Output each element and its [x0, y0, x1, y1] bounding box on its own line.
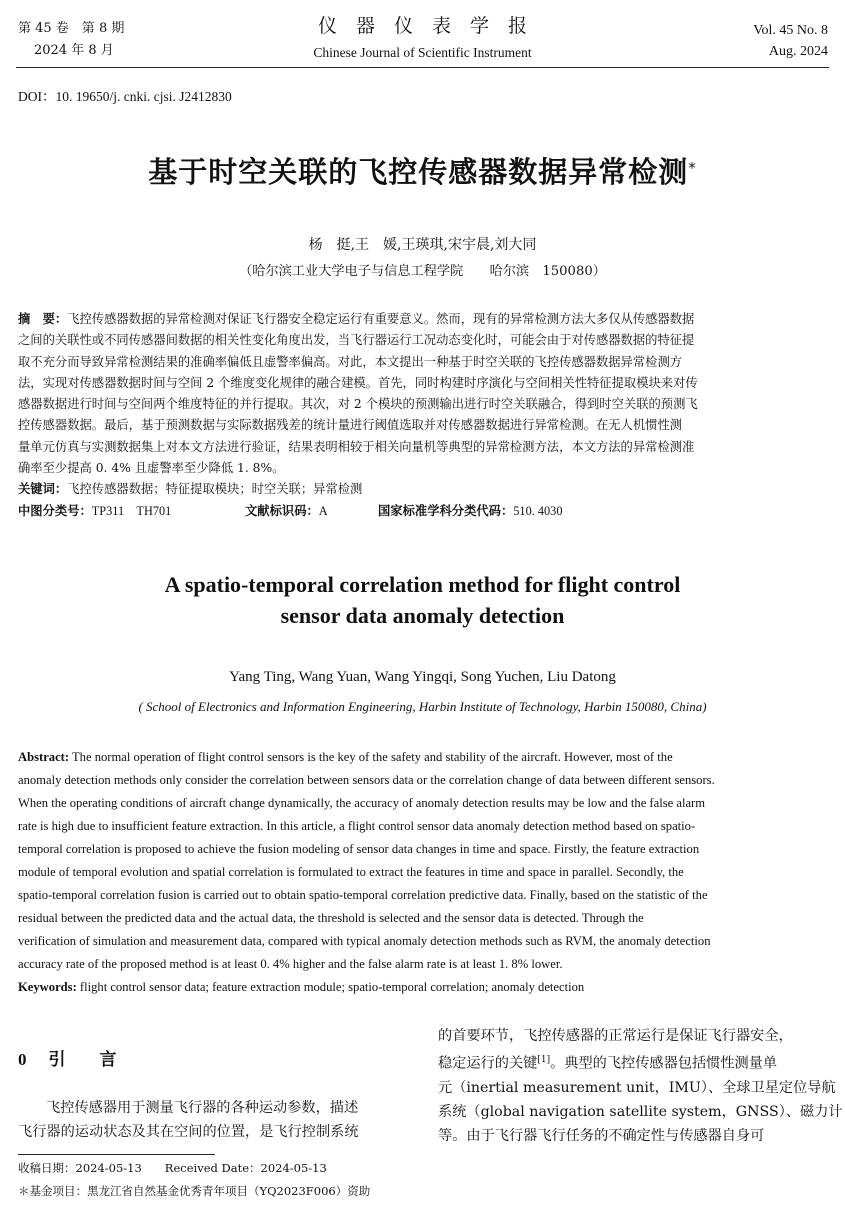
abstract-cn-line: 之间的关联性或不同传感器间数据的相关性变化角度出发，当飞行器运行工况动态变化时，可能会由于对传感器数据的特征提	[18, 333, 695, 348]
doi: DOI：10. 19650/j. cnki. cjsi. J2412830	[18, 89, 232, 104]
abstract-en-line: rate is high due to insufficient feature extraction. In this article, a flight control sensor data anomaly detection method based on spatio-	[18, 819, 696, 833]
authors-cn: 杨 挺,王 媛,王瑛琪,宋宇晨,刘大同	[308, 237, 537, 253]
abstract-en-line: verification of simulation and measurement data, compared with typical anomaly detection methods such as RVM, the anomaly detection	[18, 934, 711, 948]
body-line: 元（inertial measurement unit，IMU）、全球卫星定位导航	[438, 1079, 836, 1096]
abstract-cn-line: 确率至少提高 0. 4% 且虚警率至少降低 1. 8%。	[18, 461, 285, 476]
paper-title-cn	[0, 152, 845, 192]
abstract-en-line: spatio-temporal correlation fusion is carried out to obtain spatio-temporal correlation predictive data. Finally, based on the statistic of the	[18, 888, 708, 902]
abstract-cn-label: 摘 要：	[18, 312, 68, 326]
clc-label: 中图分类号：	[18, 503, 92, 518]
doc-code-label: 文献标识码：	[245, 503, 319, 518]
doc-code-value: A	[318, 503, 328, 518]
paper-title-en-line2: sensor data anomaly detection	[280, 603, 565, 628]
abstract-cn-line: 法，实现对传感器数据时间与空间 2 个维度变化规律的融合建模。首先，同时构建时序演化与空间相关性特征提取模块来对传	[18, 375, 698, 390]
body-line: 等。由于飞行器飞行任务的不确定性与传感器自身可	[438, 1127, 765, 1144]
abstract-en-line: accuracy rate of the proposed method is at least 0. 4% higher and the false alarm rate is at least 1. 8% lower.	[18, 957, 563, 971]
right-column	[438, 1024, 843, 1148]
std-code-label: 国家标准学科分类代码：	[378, 503, 514, 518]
abstract-cn-line: 感器数据进行时间与空间两个维度特征的并行提取。其次，对 2 个模块的预测输出进行时空关联融合，得到时空关联的预测飞	[18, 397, 698, 412]
footnote-received: 收稿日期：2024-05-13 Received Date：2024-05-13	[18, 1161, 327, 1175]
body-line: 飞控传感器用于测量飞行器的各种运动参数，描述	[46, 1100, 359, 1116]
paper-title-en-line1: A spatio-temporal correlation method for flight control	[164, 572, 681, 597]
header-date-cn: 2024 年 8 月	[34, 43, 114, 58]
abstract-en-line: module of temporal evolution and spatial correlation is formulated to extract the features in time and space in parallel. Secondly, the	[18, 865, 684, 879]
header-rule	[16, 67, 829, 68]
abstract-en-line: temporal correlation is proposed to achieve the fusion modeling of sensor data changes in time and space. Firstly, the feature extraction	[18, 842, 700, 856]
header-date-en: Aug. 2024	[768, 44, 828, 59]
title-footnote-mark: *	[688, 159, 697, 177]
keywords-cn-text: 飞控传感器数据；特征提取模块；时空关联；异常检测	[67, 482, 363, 497]
citation-ref[interactable]: [1]	[537, 1055, 551, 1065]
journal-title-en: Chinese Journal of Scientific Instrument	[313, 45, 532, 60]
header-volume-issue-cn: 第 45 卷 第 8 期	[18, 21, 125, 36]
body-line: 的首要环节，飞控传感器的正常运行是保证飞行器安全，	[438, 1028, 793, 1044]
abstract-en-line: residual between the predicted data and the actual data, the threshold is selected and the sensor data is detected. Through the	[18, 911, 644, 925]
abstract-en-line: anomaly detection methods only consider the correlation between sensors data or the correlation change of data between different sensors.	[18, 773, 715, 787]
body-line: 稳定运行的关键[1]。典型的飞控传感器包括惯性测量单	[438, 1055, 778, 1072]
clc-value: TP311 TH701	[91, 503, 172, 518]
std-code-value: 510. 4030	[513, 503, 563, 518]
affiliation-en: ( School of Electronics and Information Engineering, Harbin Institute of Technology, Harbin 150080, China)	[138, 699, 707, 714]
abstract-cn-line: 摘 要：飞控传感器数据的异常检测对保证飞行器安全稳定运行有重要意义。然而，现有的异常检测方法大多仅从传感器数据	[18, 312, 695, 326]
section-number: 0	[18, 1050, 27, 1069]
section-heading	[18, 1048, 117, 1072]
body-line: 系统（global navigation satellite system，GNSS）、磁力计	[438, 1103, 843, 1120]
authors-en: Yang Ting, Wang Yuan, Wang Yingqi, Song Yuchen, Liu Datong	[229, 669, 616, 685]
body-line: 飞行器的运动状态及其在空间的位置，是飞行控制系统	[18, 1124, 359, 1140]
abstract-cn-line: 取不充分而导致异常检测结果的准确率偏低且虚警率偏高。对此，本文提出一种基于时空关联的飞控传感器数据异常检测方	[18, 354, 683, 369]
keywords-en-label: Keywords:	[18, 980, 77, 994]
abstract-cn	[18, 309, 828, 522]
keywords-en-text: flight control sensor data; feature extraction module; spatio-temporal correlation; anomaly detection	[76, 980, 585, 994]
footnote-rule	[18, 1154, 215, 1155]
paper-title-cn-text: 基于时空关联的飞控传感器数据异常检测	[148, 155, 689, 189]
abstract-en-label: Abstract:	[18, 750, 70, 764]
section-title: 引 言	[48, 1050, 117, 1070]
keywords-cn	[18, 479, 828, 500]
abstract-en-line: When the operating conditions of aircraft change dynamically, the accuracy of anomaly detection results may be low and the false alarm	[18, 796, 706, 810]
keywords-cn-label: 关键词：	[18, 482, 68, 497]
abstract-cn-line: 量单元仿真与实测数据集上对本文方法进行验证，结果表明相较于相关向量机等典型的异常检测方法，本文方法的异常检测准	[18, 439, 695, 454]
affiliation-cn: （哈尔滨工业大学电子与信息工程学院 哈尔滨 150080）	[239, 264, 606, 279]
classification-line	[18, 501, 828, 522]
footnote-fund: ＊基金项目：黑龙江省自然基金优秀青年项目（YQ2023F006）资助	[18, 1184, 371, 1198]
abstract-cn-line: 控传感器数据。最后，基于预测数据与实际数据残差的统计量进行阈值选取并对传感器数据进行异常检测。在无人机惯性测	[18, 418, 683, 433]
abstract-en-line: Abstract: The normal operation of flight control sensors is the key of the safety and stability of the aircraft. However, most of the	[18, 750, 673, 764]
abstract-en	[18, 746, 828, 999]
keywords-en	[18, 976, 828, 999]
left-column	[18, 1096, 408, 1144]
header-volume-issue-en: Vol. 45 No. 8	[753, 23, 828, 38]
journal-title-cn: 仪 器 仪 表 学 报	[317, 15, 527, 37]
